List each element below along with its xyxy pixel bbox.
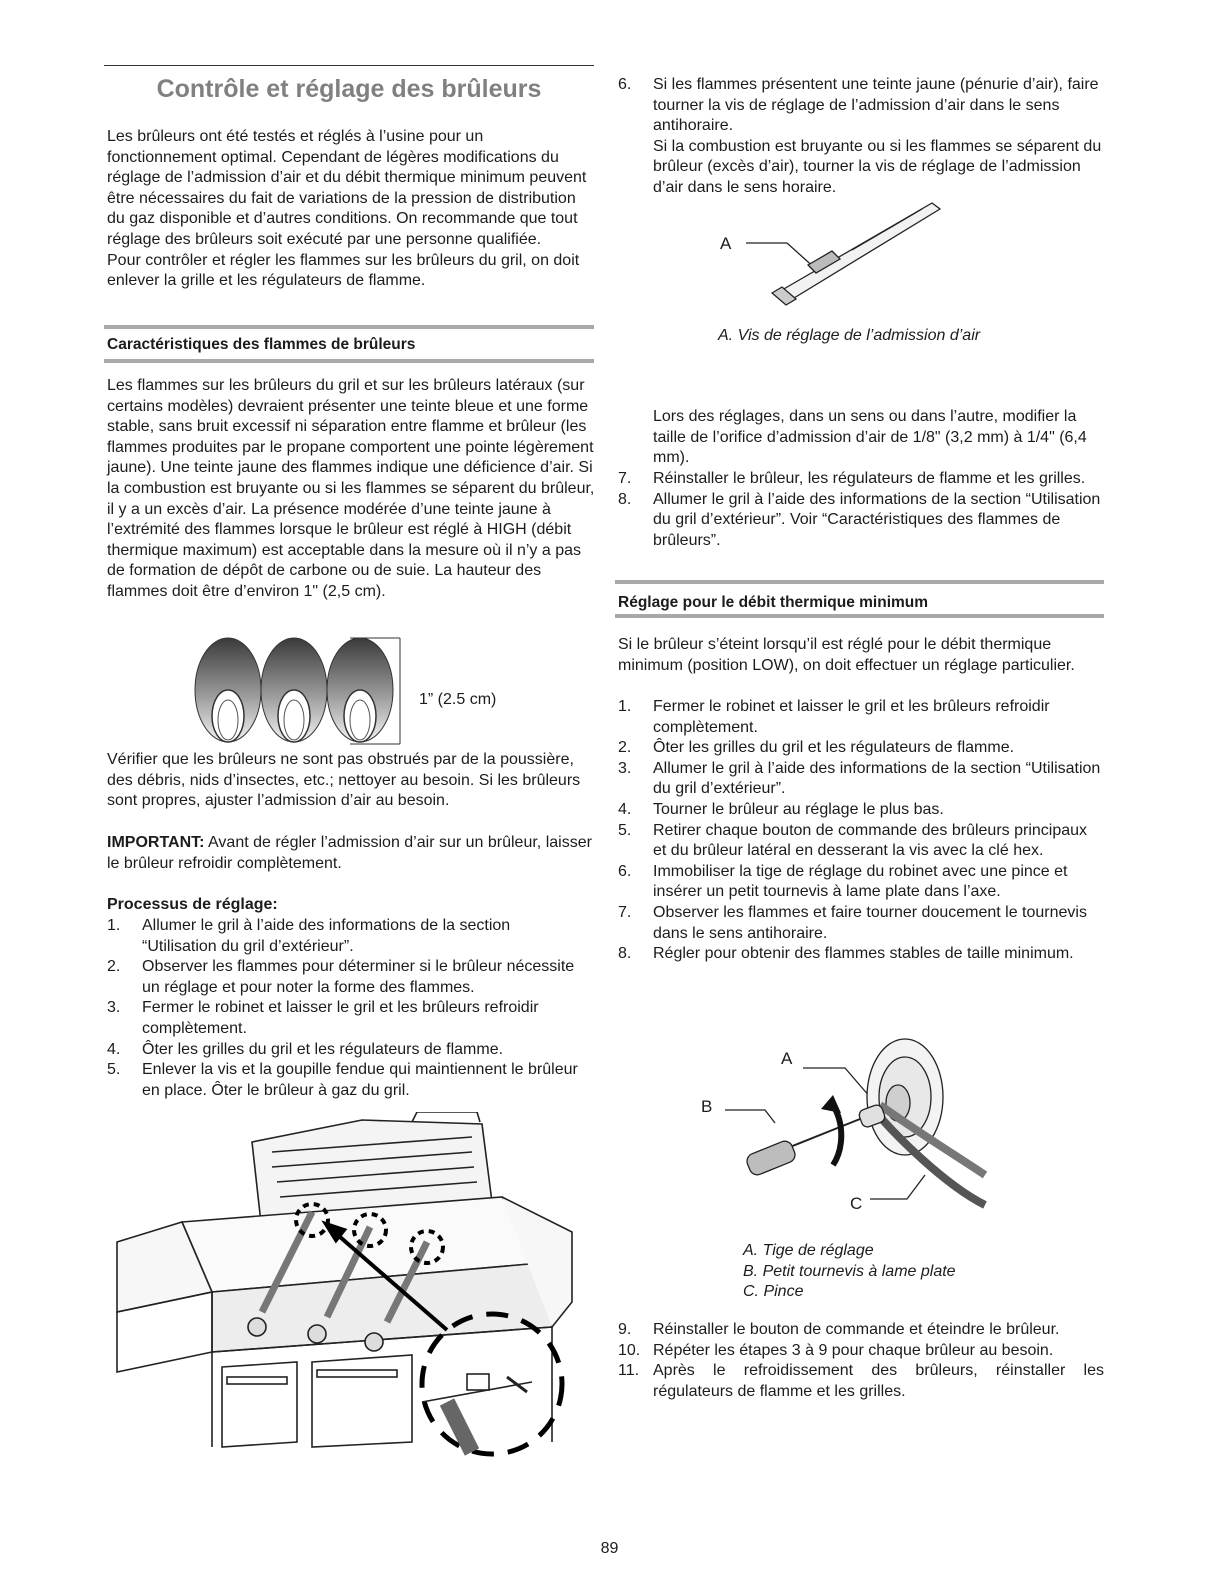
list-item: 2. Observer les flammes pour déterminer si le brûleur nécessite un réglage et pour noter la forme des flammes. <box>107 958 575 996</box>
low-heading: Réglage pour le débit thermique minimum <box>618 594 929 611</box>
list-item: 9. Réinstaller le bouton de commande et éteindre le brûleur. <box>618 1321 1060 1338</box>
final-steps <box>618 1320 1104 1402</box>
process-steps-right <box>618 469 1104 551</box>
valve-label-b: B <box>701 1097 713 1116</box>
intro-block <box>107 127 597 292</box>
flame-height-figure <box>190 632 520 748</box>
list-item: 1. Fermer le robinet et laisser le gril et les brûleurs refroidir complètement. <box>618 698 1050 736</box>
step-6-line-1: Si les flammes présentent une teinte jaune (pénurie d’air), faire tourner la vis de réglage de l’admission d’air dans le sens antihoraire. <box>653 76 1099 135</box>
list-item: 8. Allumer le gril à l’aide des informations de la section “Utilisation du gril d’extérieur”. Voir “Caractéristiques des flammes de brûleurs”. <box>618 490 1101 549</box>
valve-adjust-figure <box>695 1035 995 1220</box>
rotation-arrow-icon <box>833 1105 841 1165</box>
flame-icon <box>261 638 327 742</box>
section-bar-bottom <box>104 359 594 363</box>
section-bar-top <box>615 580 1104 584</box>
list-item: 1. Allumer le gril à l’aide des informations de la section “Utilisation du gril d’extérieur”. <box>107 917 511 955</box>
burner-tube-figure <box>712 195 962 310</box>
list-item: 3. Fermer le robinet et laisser le gril et les brûleurs refroidir complètement. <box>107 999 539 1037</box>
valve-label-a: A <box>781 1049 793 1068</box>
arrow-head-icon <box>821 1095 841 1113</box>
burner-label-a: A <box>720 234 732 253</box>
list-item: 4. Tourner le brûleur au réglage le plus bas. <box>618 800 944 818</box>
section-bar-top <box>104 325 594 329</box>
valve-caption-a: A. Tige de réglage <box>743 1242 874 1259</box>
list-item: 3. Allumer le gril à l’aide des informations de la section “Utilisation du gril d’extérieur”. <box>618 759 1101 798</box>
list-item: 5. Enlever la vis et la goupille fendue qui maintiennent le brûleur en place. Ôter le brûleur à gaz du gril. <box>107 1061 578 1099</box>
leader-line <box>870 1175 925 1199</box>
valve-captions <box>743 1241 1063 1303</box>
low-steps <box>618 697 1104 965</box>
valve-label-c: C <box>850 1194 863 1213</box>
flame-height-label: 1” (2.5 cm) <box>419 691 497 708</box>
adjust-note: Lors des réglages, dans un sens ou dans l’autre, modifier la taille de l’orifice d’admission d’air de 1/8" (3,2 mm) à 1/4" (6,4 mm). <box>653 408 1087 467</box>
important-text: Avant de régler l’admission d’air sur un brûleur, laisser le brûleur refroidir complètement. <box>107 834 592 872</box>
intro-paragraph-2: Pour contrôler et régler les flammes sur les brûleurs du gril, on doit enlever la grille et les régulateurs de flamme. <box>107 251 580 290</box>
list-item: 7. Observer les flammes et faire tourner doucement le tournevis dans le sens antihoraire. <box>618 903 1087 942</box>
list-item: 6. Immobiliser la tige de réglage du robinet avec une pince et insérer un petit tournevis à lame plate dans l’axe. <box>618 862 1068 901</box>
section-bar-bottom <box>615 614 1104 618</box>
list-item: 5. Retirer chaque bouton de commande des brûleurs principaux et du brûleur latéral en desserant la vis avec la clé hex. <box>618 821 1088 860</box>
leader-line <box>725 1110 775 1123</box>
step-6: 6. Si les flammes présentent une teinte jaune (pénurie d’air), faire tourner la vis de réglage de l’admission d’air dans le sens antihoraire. Si la combustion est bruyante ou si les flammes se séparent du brûleur (excès d’air), tourner la vis de réglage de l’admission d’air dans le sens horaire. <box>618 75 1104 199</box>
grill-illustration <box>112 1112 582 1462</box>
valve-caption-b: B. Petit tournevis à lame plate <box>743 1262 956 1280</box>
step-6-line-2: Si la combustion est bruyante ou si les flammes se séparent du brûleur (excès d’air), tourner la vis de réglage de l’admission d’air dans le sens horaire. <box>653 137 1102 196</box>
check-paragraph: Vérifier que les brûleurs ne sont pas obstrués par de la poussière, des débris, nids d’insectes, etc.; nettoyer au besoin. Si les brûleurs sont propres, ajuster l’admission d’air au besoin. <box>107 751 581 810</box>
list-item: 10. Répéter les étapes 3 à 9 pour chaque brûleur au besoin. <box>618 1341 1054 1359</box>
leader-line <box>746 243 817 270</box>
intro-paragraph-1: Les brûleurs ont été testés et réglés à l’usine pour un fonctionnement optimal. Cependant de légères modifications du réglage de l’admission d’air et du débit thermique minimum peuvent être nécessaires du fait de variations de la pression de distribution du gaz disponible et d’autres conditions. On recommande que tout réglage des brûleurs soit exécuté par une personne qualifiée. <box>107 128 587 248</box>
list-item: 7. Réinstaller le brûleur, les régulateurs de flamme et les grilles. <box>618 470 1086 487</box>
important-note <box>107 833 597 874</box>
page-title: Contrôle et réglage des brûleurs <box>156 75 542 103</box>
process-steps-left <box>107 916 587 1101</box>
flames-heading: Caractéristiques des flammes de brûleurs <box>107 336 416 353</box>
list-item: 8. Régler pour obtenir des flammes stables de taille minimum. <box>618 945 1074 963</box>
flames-body: Les flammes sur les brûleurs du gril et sur les brûleurs latéraux (sur certains modèles) devraient présenter une teinte bleue et une forme stable, sans bruit excessif ni séparation entre flamme et brûleur (les flammes produites par le propane comportent une pointe légèrement jaune). Une teinte jaune des flammes indique une déficience d’air. Si la combustion est bruyante ou si les flammes se séparent du brûleur, il y a un excès d’air. La présence modérée d’une teinte jaune à l’extrémité des flammes lorsque le brûleur est réglé à HIGH (débit thermique maximum) est acceptable dans la mesure où il n’y a pas de formation de dépôt de carbone ou de suie. La hauteur des flammes doit être d’environ 1" (2,5 cm). <box>107 377 595 600</box>
list-item: 2. Ôter les grilles du gril et les régulateurs de flamme. <box>618 739 1015 757</box>
burner-tube-icon <box>772 203 940 305</box>
page-number: 89 <box>600 1540 619 1557</box>
burner-caption: A. Vis de réglage de l’admission d’air <box>718 327 981 344</box>
list-item: 4. Ôter les grilles du gril et les régulateurs de flamme. <box>107 1040 504 1058</box>
flame-icon <box>327 638 393 742</box>
title-rule <box>104 65 594 66</box>
process-heading: Processus de réglage: <box>107 896 278 913</box>
valve-caption-c: C. Pince <box>743 1283 804 1301</box>
leader-line <box>803 1068 870 1097</box>
low-intro: Si le brûleur s’éteint lorsqu’il est réglé pour le débit thermique minimum (position LOW), on doit effectuer un réglage particulier. <box>618 636 1075 674</box>
list-item: 11. Après le refroidissement des brûleurs, réinstaller les régulateurs de flamme et les grilles. <box>618 1362 1104 1400</box>
flame-icon <box>195 638 261 742</box>
important-label: IMPORTANT: <box>107 834 205 851</box>
